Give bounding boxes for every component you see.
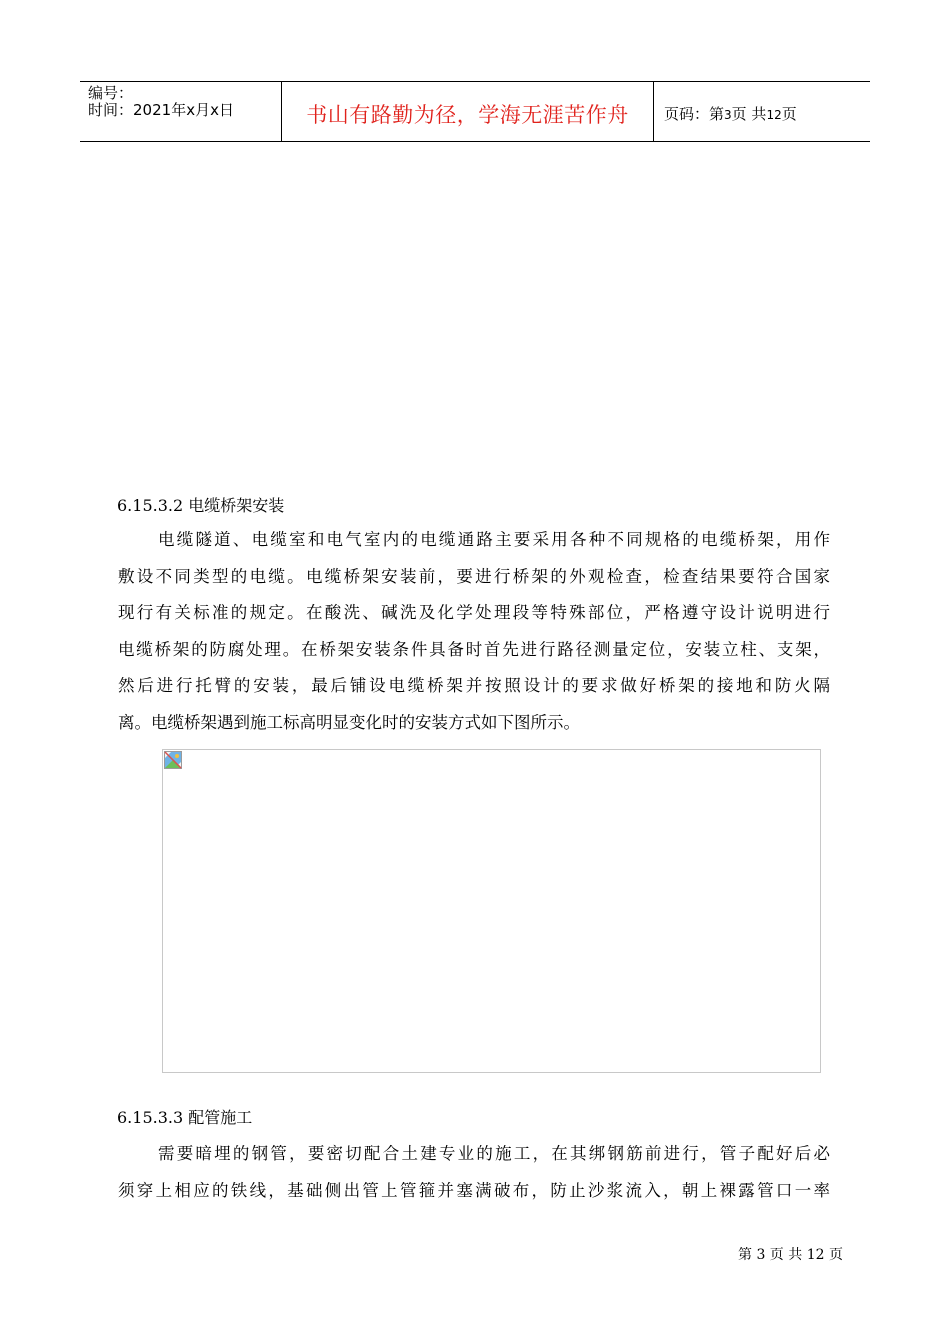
paragraph-line: 然后进行托臂的安装，最后铺设电缆桥架并按照设计的要求做好桥架的接地和防火隔 bbox=[118, 676, 830, 696]
page-header-table bbox=[80, 81, 870, 142]
section-paragraph-conduit bbox=[118, 1136, 830, 1209]
time-label: 时间： bbox=[88, 101, 134, 119]
paragraph-line: 现行有关标准的规定。在酸洗、碱洗及化学处理段等特殊部位，严格遵守设计说明进行 bbox=[118, 603, 830, 623]
header-page-number bbox=[664, 103, 797, 124]
page-footer: 第 3 页 共 12 页 bbox=[738, 1247, 843, 1263]
section-heading-cable-tray: 6.15.3.2 电缆桥架安装 bbox=[117, 496, 285, 515]
paragraph-line: 敷设不同类型的电缆。电缆桥架安装前，要进行桥架的外观检查，检查结果要符合国家 bbox=[118, 566, 830, 586]
section-paragraph-cable-tray bbox=[118, 522, 830, 742]
page-label: 页码：第 bbox=[664, 105, 725, 123]
page-end: 页 bbox=[781, 105, 797, 123]
paragraph-line: 需要暗埋的钢管，要密切配合土建专业的施工，在其绑钢筋前进行，管子配好后必 bbox=[158, 1144, 830, 1163]
paragraph-line: 须穿上相应的铁线，基础侧出管上管箍并塞满破布，防止沙浆流入，朝上裸露管口一率 bbox=[118, 1180, 830, 1200]
header-page-cell bbox=[654, 82, 870, 141]
document-time bbox=[88, 101, 234, 119]
time-value: 2021年x月x日 bbox=[133, 101, 234, 119]
paragraph-line: 离。电缆桥架遇到施工标高明显变化时的安装方式如下图所示。 bbox=[118, 712, 580, 732]
section-heading-conduit: 6.15.3.3 配管施工 bbox=[117, 1108, 253, 1127]
page-total: 12 bbox=[766, 108, 782, 122]
header-motto-cell bbox=[281, 82, 654, 141]
page-current: 3 bbox=[724, 108, 732, 122]
page-mid: 页 共 bbox=[731, 105, 767, 123]
header-motto: 书山有路勤为径，学海无涯苦作舟 bbox=[306, 103, 629, 127]
broken-image-icon bbox=[164, 751, 182, 769]
paragraph-line: 电缆隧道、电缆室和电气室内的电缆通路主要采用各种不同规格的电缆桥架，用作 bbox=[158, 530, 830, 549]
header-info-cell bbox=[80, 82, 281, 141]
paragraph-line: 电缆桥架的防腐处理。在桥架安装条件具备时首先进行路径测量定位，安装立柱、支架， bbox=[118, 639, 830, 659]
document-number-label: 编号： bbox=[88, 84, 134, 102]
figure-image-placeholder bbox=[162, 749, 821, 1073]
